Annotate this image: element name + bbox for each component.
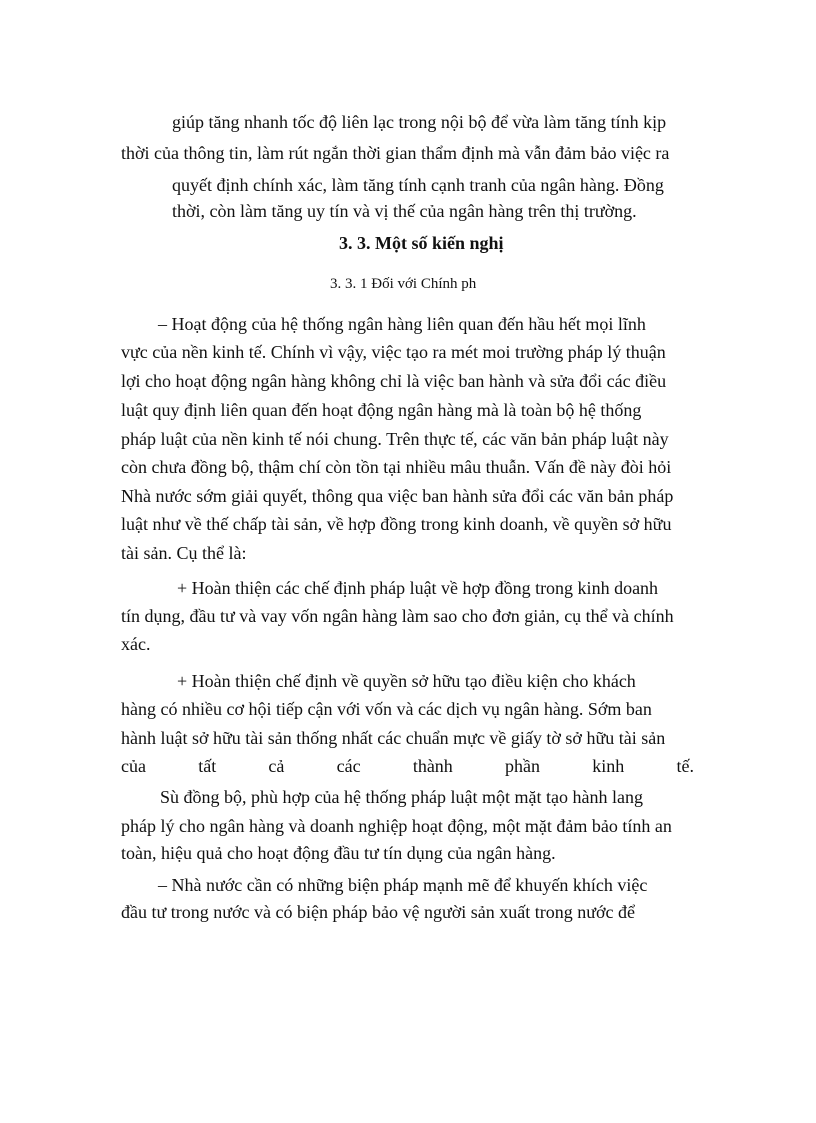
- text-line: giúp tăng nhanh tốc độ liên lạc trong nội bộ để vừa làm tăng tính kịp: [172, 112, 667, 132]
- text-line: thời của thông tin, làm rút ngắn thời gian thẩm định mà vẫn đảm bảo việc ra: [121, 143, 670, 163]
- text-line: xác.: [121, 634, 151, 654]
- text-line: vực của nền kinh tế. Chính vì vậy, việc tạo ra mét moi trường pháp lý thuận: [121, 342, 666, 362]
- text-line: quyết định chính xác, làm tăng tính cạnh tranh của ngân hàng. Đồng: [172, 175, 664, 195]
- word: thành: [412, 756, 453, 776]
- text-line: toàn, hiệu quả cho hoạt động đầu tư tín dụng của ngân hàng.: [121, 843, 556, 863]
- text-line: – Hoạt động của hệ thống ngân hàng liên quan đến hầu hết mọi lĩnh: [158, 314, 646, 334]
- text-line: luật như về thế chấp tài sản, về hợp đồng trong kinh doanh, về quyền sở hữu: [121, 514, 672, 534]
- text-line: hành luật sở hữu tài sản thống nhất các chuẩn mực về giấy tờ sở hữu tài sản: [121, 728, 666, 748]
- text-line: tài sản. Cụ thể là:: [121, 543, 247, 563]
- word: cả: [268, 756, 285, 776]
- section-heading: 3. 3. Một số kiến nghị: [339, 233, 504, 253]
- text-line: pháp luật của nền kinh tế nói chung. Trên thực tế, các văn bản pháp luật này: [121, 429, 669, 449]
- text-line: – Nhà nước cần có những biện pháp mạnh mẽ để khuyến khích việc: [158, 875, 648, 895]
- text-line: còn chưa đồng bộ, thậm chí còn tồn tại nhiều mâu thuẫn. Vấn đề này đòi hỏi: [121, 457, 672, 477]
- text-line: luật quy định liên quan đến hoạt động ngân hàng mà là toàn bộ hệ thống: [121, 400, 642, 420]
- word: kinh: [592, 756, 625, 776]
- text-line: Nhà nước sớm giải quyết, thông qua việc ban hành sửa đổi các văn bản pháp: [121, 486, 674, 506]
- word: tế.: [676, 756, 694, 776]
- text-line: hàng có nhiều cơ hội tiếp cận với vốn và các dịch vụ ngân hàng. Sớm ban: [121, 699, 652, 719]
- justified-text-line: [121, 755, 694, 777]
- text-line: + Hoàn thiện chế định về quyền sở hữu tạo điều kiện cho khách: [177, 671, 636, 691]
- word: của: [121, 756, 146, 776]
- text-line: thời, còn làm tăng uy tín và vị thế của ngân hàng trên thị trường.: [172, 201, 637, 221]
- text-line: pháp lý cho ngân hàng và doanh nghiệp hoạt động, một mặt đảm bảo tính an: [121, 816, 672, 836]
- text-line: tín dụng, đầu tư và vay vốn ngân hàng làm sao cho đơn giản, cụ thể và chính: [121, 606, 674, 626]
- text-line: đầu tư trong nước và có biện pháp bảo vệ người sản xuất trong nước để: [121, 902, 635, 922]
- word: các: [336, 756, 361, 776]
- word: phần: [505, 756, 541, 776]
- word: tất: [198, 756, 217, 776]
- text-line: Sù đồng bộ, phù hợp của hệ thống pháp luật một mặt tạo hành lang: [160, 787, 643, 807]
- text-line: + Hoàn thiện các chế định pháp luật về hợp đồng trong kinh doanh: [177, 578, 659, 598]
- text-line: lợi cho hoạt động ngân hàng không chỉ là việc ban hành và sửa đổi các điều: [121, 371, 667, 391]
- subsection-heading: 3. 3. 1 Đối với Chính ph: [330, 276, 477, 292]
